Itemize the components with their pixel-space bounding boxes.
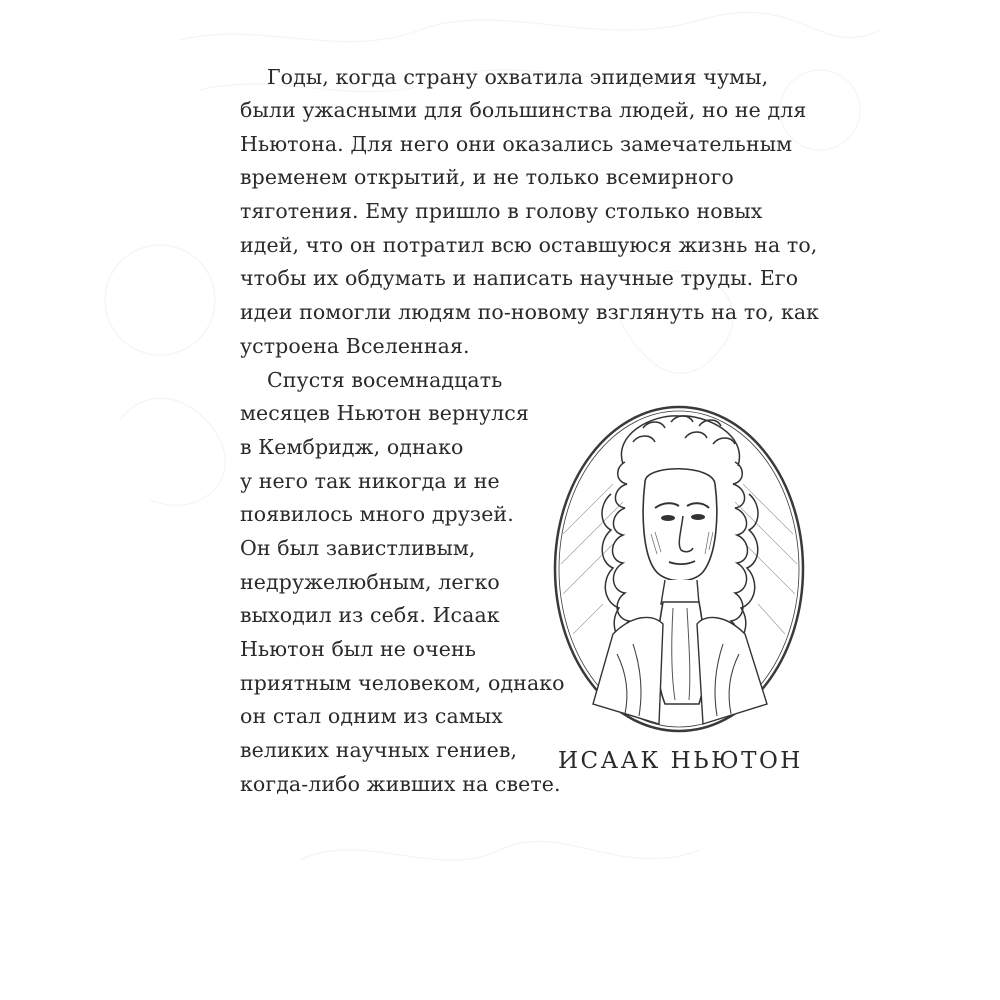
text-line: Годы, когда страну охватила эпидемия чумы, [267,65,769,89]
text-line: временем открытий, и не только всемирного [240,165,734,189]
text-line: Ньютон был не очень [240,637,477,661]
portrait-caption: ИСААК НЬЮТОН [558,748,803,774]
text-line: великих научных гениев, [240,738,518,762]
text-line: в Кембридж, однако [240,435,464,459]
newton-portrait [553,404,805,734]
text-line: чтобы их обдумать и написать научные труды. Его [240,266,799,290]
text-line: устроена Вселенная. [240,334,470,358]
text-line: были ужасными для большинства людей, но не для [240,98,807,122]
text-line: у него так никогда и не [240,469,500,493]
text-line: недружелюбным, легко [240,570,500,594]
text-line: приятным человеком, однако [240,671,565,695]
text-line: Спустя восемнадцать [267,368,503,392]
text-line: идеи помогли людям по-новому взглянуть на то, как [240,300,820,324]
text-line: он стал одним из самых [240,704,503,728]
text-line: Он был завистливым, [240,536,476,560]
text-line: когда-либо живших на свете. [240,772,561,796]
text-line: месяцев Ньютон вернулся [240,401,529,425]
text-line: выходил из себя. Исаак [240,603,500,627]
text-line: тяготения. Ему пришло в голову столько новых [240,199,763,223]
text-line: Ньютона. Для него они оказались замечательным [240,132,793,156]
text-line: идей, что он потратил всю оставшуюся жизнь на то, [240,233,818,257]
text-line: появилось много друзей. [240,502,514,526]
